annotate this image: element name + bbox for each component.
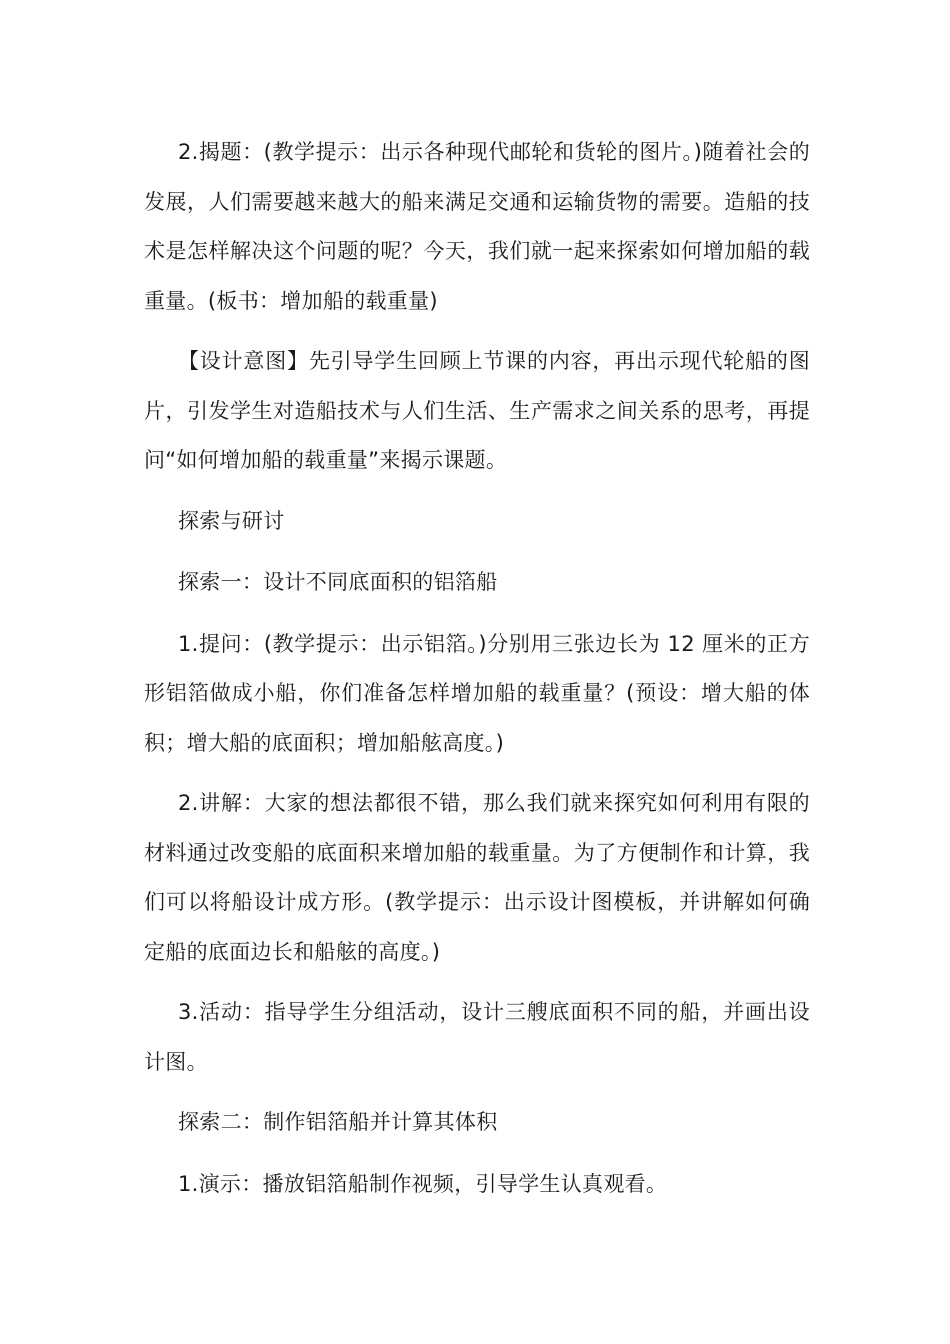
paragraph-intro-step-2: 2.揭题：(教学提示：出示各种现代邮轮和货轮的图片。)随着社会的发展，人们需要越来越大的船来满足交通和运输货物的需要。造船的技术是怎样解决这个问题的呢？今天，我们就一起来探索如何增加船的载重量。(板书：增加船的载重量) — [144, 140, 810, 313]
paragraph-explore-2-step-1: 1.演示：播放铝箔船制作视频，引导学生认真观看。 — [178, 1171, 668, 1196]
explore-2-heading: 探索二：制作铝箔船并计算其体积 — [178, 1110, 498, 1134]
paragraph-explore-1-step-2: 2.讲解：大家的想法都很不错，那么我们就来探究如何利用有限的材料通过改变船的底面积来增加船的载重量。为了方便制作和计算，我们可以将船设计成方形。(教学提示：出示设计图模板，并讲解如何确定船的底面边长和船舷的高度。) — [144, 791, 810, 964]
document-body — [144, 128, 810, 1220]
section-heading-explore: 探索与研讨 — [178, 508, 285, 533]
paragraph-explore-1-step-3: 3.活动：指导学生分组活动，设计三艘底面积不同的船，并画出设计图。 — [144, 1000, 810, 1074]
paragraph-explore-1-step-1: 1.提问：(教学提示：出示铝箔。)分别用三张边长为 12 厘米的正方形铝箔做成小船，你们准备怎样增加船的载重量？(预设：增大船的体积；增大船的底面积；增加船舷高度。) — [144, 631, 810, 755]
explore-1-heading: 探索一：设计不同底面积的铝箔船 — [178, 570, 498, 594]
paragraph-design-intent: 【设计意图】先引导学生回顾上节课的内容，再出示现代轮船的图片，引发学生对造船技术与人们生活、生产需求之间关系的思考，再提问“如何增加船的载重量”来揭示课题。 — [144, 349, 810, 472]
